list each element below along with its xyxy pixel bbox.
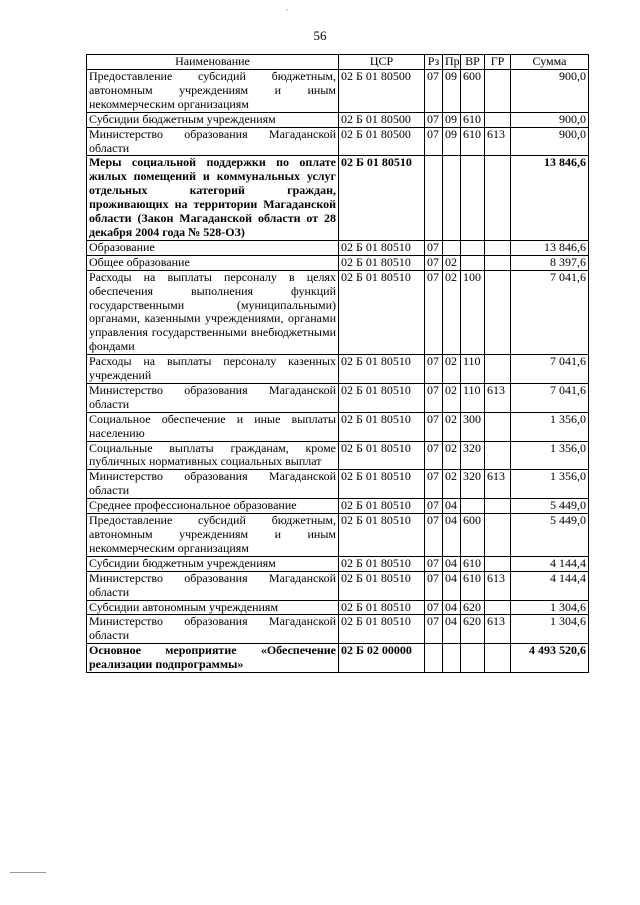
cell-sum: 8 397,6 bbox=[511, 255, 589, 270]
cell-name: Министерство образования Магаданской области bbox=[87, 470, 339, 499]
cell-vr: 610 bbox=[461, 556, 485, 571]
cell-csr: 02 Б 01 80510 bbox=[339, 600, 425, 615]
header-vr: ВР bbox=[461, 55, 485, 70]
cell-rz: 07 bbox=[425, 355, 443, 384]
cell-csr: 02 Б 01 80510 bbox=[339, 615, 425, 644]
cell-sum: 1 304,6 bbox=[511, 600, 589, 615]
cell-sum: 1 356,0 bbox=[511, 470, 589, 499]
cell-pr bbox=[443, 156, 461, 240]
table-row bbox=[87, 156, 589, 240]
cell-name: Субсидии бюджетным учреждениям bbox=[87, 112, 339, 127]
cell-pr: 04 bbox=[443, 556, 461, 571]
cell-pr: 04 bbox=[443, 615, 461, 644]
table-row bbox=[87, 383, 589, 412]
cell-rz: 07 bbox=[425, 383, 443, 412]
budget-table bbox=[86, 54, 589, 673]
cell-gr bbox=[485, 514, 511, 557]
table-row bbox=[87, 112, 589, 127]
cell-name: Субсидии бюджетным учреждениям bbox=[87, 556, 339, 571]
cell-csr: 02 Б 01 80510 bbox=[339, 470, 425, 499]
cell-csr: 02 Б 01 80510 bbox=[339, 412, 425, 441]
cell-sum: 4 144,4 bbox=[511, 571, 589, 600]
cell-pr bbox=[443, 240, 461, 255]
table-row bbox=[87, 644, 589, 673]
table-row bbox=[87, 571, 589, 600]
cell-pr: 02 bbox=[443, 470, 461, 499]
table-row bbox=[87, 499, 589, 514]
header-pr: Пр bbox=[443, 55, 461, 70]
cell-sum: 4 493 520,6 bbox=[511, 644, 589, 673]
cell-csr: 02 Б 01 80510 bbox=[339, 556, 425, 571]
cell-csr: 02 Б 01 80510 bbox=[339, 499, 425, 514]
cell-rz: 07 bbox=[425, 499, 443, 514]
cell-gr bbox=[485, 355, 511, 384]
cell-rz: 07 bbox=[425, 615, 443, 644]
cell-vr: 110 bbox=[461, 383, 485, 412]
cell-rz: 07 bbox=[425, 514, 443, 557]
table-body bbox=[87, 70, 589, 673]
cell-vr: 110 bbox=[461, 355, 485, 384]
cell-csr: 02 Б 01 80510 bbox=[339, 355, 425, 384]
cell-gr bbox=[485, 412, 511, 441]
cell-vr: 610 bbox=[461, 112, 485, 127]
table-row bbox=[87, 70, 589, 113]
cell-gr bbox=[485, 556, 511, 571]
cell-vr: 300 bbox=[461, 412, 485, 441]
cell-gr bbox=[485, 255, 511, 270]
cell-name: Основное мероприятие «Обеспечение реализации подпрограммы» bbox=[87, 644, 339, 673]
cell-vr: 320 bbox=[461, 470, 485, 499]
cell-sum: 900,0 bbox=[511, 112, 589, 127]
cell-vr: 100 bbox=[461, 270, 485, 354]
table-row bbox=[87, 127, 589, 156]
footer-divider bbox=[10, 872, 46, 873]
cell-rz bbox=[425, 156, 443, 240]
cell-csr: 02 Б 01 80510 bbox=[339, 240, 425, 255]
cell-pr: 09 bbox=[443, 112, 461, 127]
cell-rz: 07 bbox=[425, 412, 443, 441]
header-csr: ЦСР bbox=[339, 55, 425, 70]
cell-sum: 1 304,6 bbox=[511, 615, 589, 644]
cell-gr bbox=[485, 240, 511, 255]
cell-rz: 07 bbox=[425, 112, 443, 127]
cell-csr: 02 Б 01 80510 bbox=[339, 514, 425, 557]
page-number: 56 bbox=[313, 28, 327, 43]
cell-csr: 02 Б 01 80500 bbox=[339, 112, 425, 127]
table-row bbox=[87, 470, 589, 499]
cell-name: Расходы на выплаты персоналу в целях обеспечения выполнения функций государственными (муниципальными) органами, казенными учреждениями, органами управления государственными внебюджетными фондами bbox=[87, 270, 339, 354]
cell-gr: 613 bbox=[485, 127, 511, 156]
cell-sum: 7 041,6 bbox=[511, 355, 589, 384]
cell-gr bbox=[485, 499, 511, 514]
cell-csr: 02 Б 01 80510 bbox=[339, 571, 425, 600]
cell-rz: 07 bbox=[425, 70, 443, 113]
cell-pr: 04 bbox=[443, 499, 461, 514]
cell-pr bbox=[443, 644, 461, 673]
table-row bbox=[87, 240, 589, 255]
table-header-row bbox=[87, 55, 589, 70]
cell-vr bbox=[461, 255, 485, 270]
cell-gr: 613 bbox=[485, 571, 511, 600]
cell-name: Субсидии автономным учреждениям bbox=[87, 600, 339, 615]
header-sum: Сумма bbox=[511, 55, 589, 70]
cell-vr: 320 bbox=[461, 441, 485, 470]
cell-name: Общее образование bbox=[87, 255, 339, 270]
cell-sum: 7 041,6 bbox=[511, 383, 589, 412]
cell-vr: 620 bbox=[461, 615, 485, 644]
cell-vr: 600 bbox=[461, 70, 485, 113]
cell-sum: 13 846,6 bbox=[511, 240, 589, 255]
cell-csr: 02 Б 01 80510 bbox=[339, 441, 425, 470]
cell-name: Социальные выплаты гражданам, кроме публичных нормативных социальных выплат bbox=[87, 441, 339, 470]
cell-name: Предоставление субсидий бюджетным, автономным учреждениям и иным некоммерческим организациям bbox=[87, 514, 339, 557]
cell-rz: 07 bbox=[425, 441, 443, 470]
cell-sum: 13 846,6 bbox=[511, 156, 589, 240]
cell-csr: 02 Б 01 80510 bbox=[339, 156, 425, 240]
cell-name: Социальное обеспечение и иные выплаты населению bbox=[87, 412, 339, 441]
cell-pr: 02 bbox=[443, 412, 461, 441]
cell-pr: 09 bbox=[443, 70, 461, 113]
cell-csr: 02 Б 01 80510 bbox=[339, 255, 425, 270]
cell-gr bbox=[485, 112, 511, 127]
cell-pr: 02 bbox=[443, 255, 461, 270]
cell-gr: 613 bbox=[485, 383, 511, 412]
cell-name: Образование bbox=[87, 240, 339, 255]
table-row bbox=[87, 556, 589, 571]
cell-vr: 610 bbox=[461, 571, 485, 600]
cell-rz: 07 bbox=[425, 556, 443, 571]
table-row bbox=[87, 600, 589, 615]
table-row bbox=[87, 412, 589, 441]
cell-sum: 7 041,6 bbox=[511, 270, 589, 354]
cell-pr: 09 bbox=[443, 127, 461, 156]
cell-vr: 610 bbox=[461, 127, 485, 156]
cell-sum: 900,0 bbox=[511, 70, 589, 113]
cell-gr bbox=[485, 270, 511, 354]
cell-csr: 02 Б 01 80500 bbox=[339, 127, 425, 156]
table-row bbox=[87, 441, 589, 470]
cell-gr bbox=[485, 441, 511, 470]
cell-gr: 613 bbox=[485, 615, 511, 644]
cell-vr: 600 bbox=[461, 514, 485, 557]
cell-name: Министерство образования Магаданской области bbox=[87, 383, 339, 412]
cell-rz: 07 bbox=[425, 571, 443, 600]
cell-vr bbox=[461, 644, 485, 673]
cell-name: Среднее профессиональное образование bbox=[87, 499, 339, 514]
cell-name: Меры социальной поддержки по оплате жилых помещений и коммунальных услуг отдельных категорий граждан, проживающих на территории Магаданской области (Закон Магаданской области от 28 декабря 2004 года № 528-ОЗ) bbox=[87, 156, 339, 240]
cell-sum: 1 356,0 bbox=[511, 441, 589, 470]
cell-pr: 02 bbox=[443, 383, 461, 412]
cell-sum: 1 356,0 bbox=[511, 412, 589, 441]
cell-rz: 07 bbox=[425, 600, 443, 615]
cell-pr: 04 bbox=[443, 600, 461, 615]
cell-name: Министерство образования Магаданской области bbox=[87, 571, 339, 600]
cell-rz bbox=[425, 644, 443, 673]
cell-gr bbox=[485, 644, 511, 673]
header-gr: ГР bbox=[485, 55, 511, 70]
cell-sum: 4 144,4 bbox=[511, 556, 589, 571]
cell-pr: 02 bbox=[443, 441, 461, 470]
cell-pr: 02 bbox=[443, 355, 461, 384]
cell-vr bbox=[461, 499, 485, 514]
cell-vr: 620 bbox=[461, 600, 485, 615]
cell-sum: 5 449,0 bbox=[511, 499, 589, 514]
cell-rz: 07 bbox=[425, 255, 443, 270]
cell-name: Предоставление субсидий бюджетным, автономным учреждениям и иным некоммерческим организациям bbox=[87, 70, 339, 113]
cell-sum: 5 449,0 bbox=[511, 514, 589, 557]
cell-pr: 04 bbox=[443, 514, 461, 557]
cell-gr: 613 bbox=[485, 470, 511, 499]
table-row bbox=[87, 615, 589, 644]
cell-csr: 02 Б 01 80510 bbox=[339, 270, 425, 354]
cell-vr bbox=[461, 240, 485, 255]
cell-name: Министерство образования Магаданской области bbox=[87, 615, 339, 644]
cell-vr bbox=[461, 156, 485, 240]
cell-csr: 02 Б 01 80500 bbox=[339, 70, 425, 113]
table-row bbox=[87, 514, 589, 557]
cell-csr: 02 Б 02 00000 bbox=[339, 644, 425, 673]
cell-gr bbox=[485, 156, 511, 240]
cell-pr: 04 bbox=[443, 571, 461, 600]
cell-gr bbox=[485, 600, 511, 615]
table-row bbox=[87, 270, 589, 354]
cell-pr: 02 bbox=[443, 270, 461, 354]
cell-rz: 07 bbox=[425, 127, 443, 156]
cell-csr: 02 Б 01 80510 bbox=[339, 383, 425, 412]
cell-rz: 07 bbox=[425, 270, 443, 354]
cell-rz: 07 bbox=[425, 470, 443, 499]
header-name: Наименование bbox=[87, 55, 339, 70]
cell-gr bbox=[485, 70, 511, 113]
cell-rz: 07 bbox=[425, 240, 443, 255]
cell-name: Министерство образования Магаданской области bbox=[87, 127, 339, 156]
table-row bbox=[87, 355, 589, 384]
cell-name: Расходы на выплаты персоналу казенных учреждений bbox=[87, 355, 339, 384]
cell-sum: 900,0 bbox=[511, 127, 589, 156]
header-rz: Рз bbox=[425, 55, 443, 70]
table-row bbox=[87, 255, 589, 270]
scan-speck: ˋ bbox=[286, 8, 289, 17]
